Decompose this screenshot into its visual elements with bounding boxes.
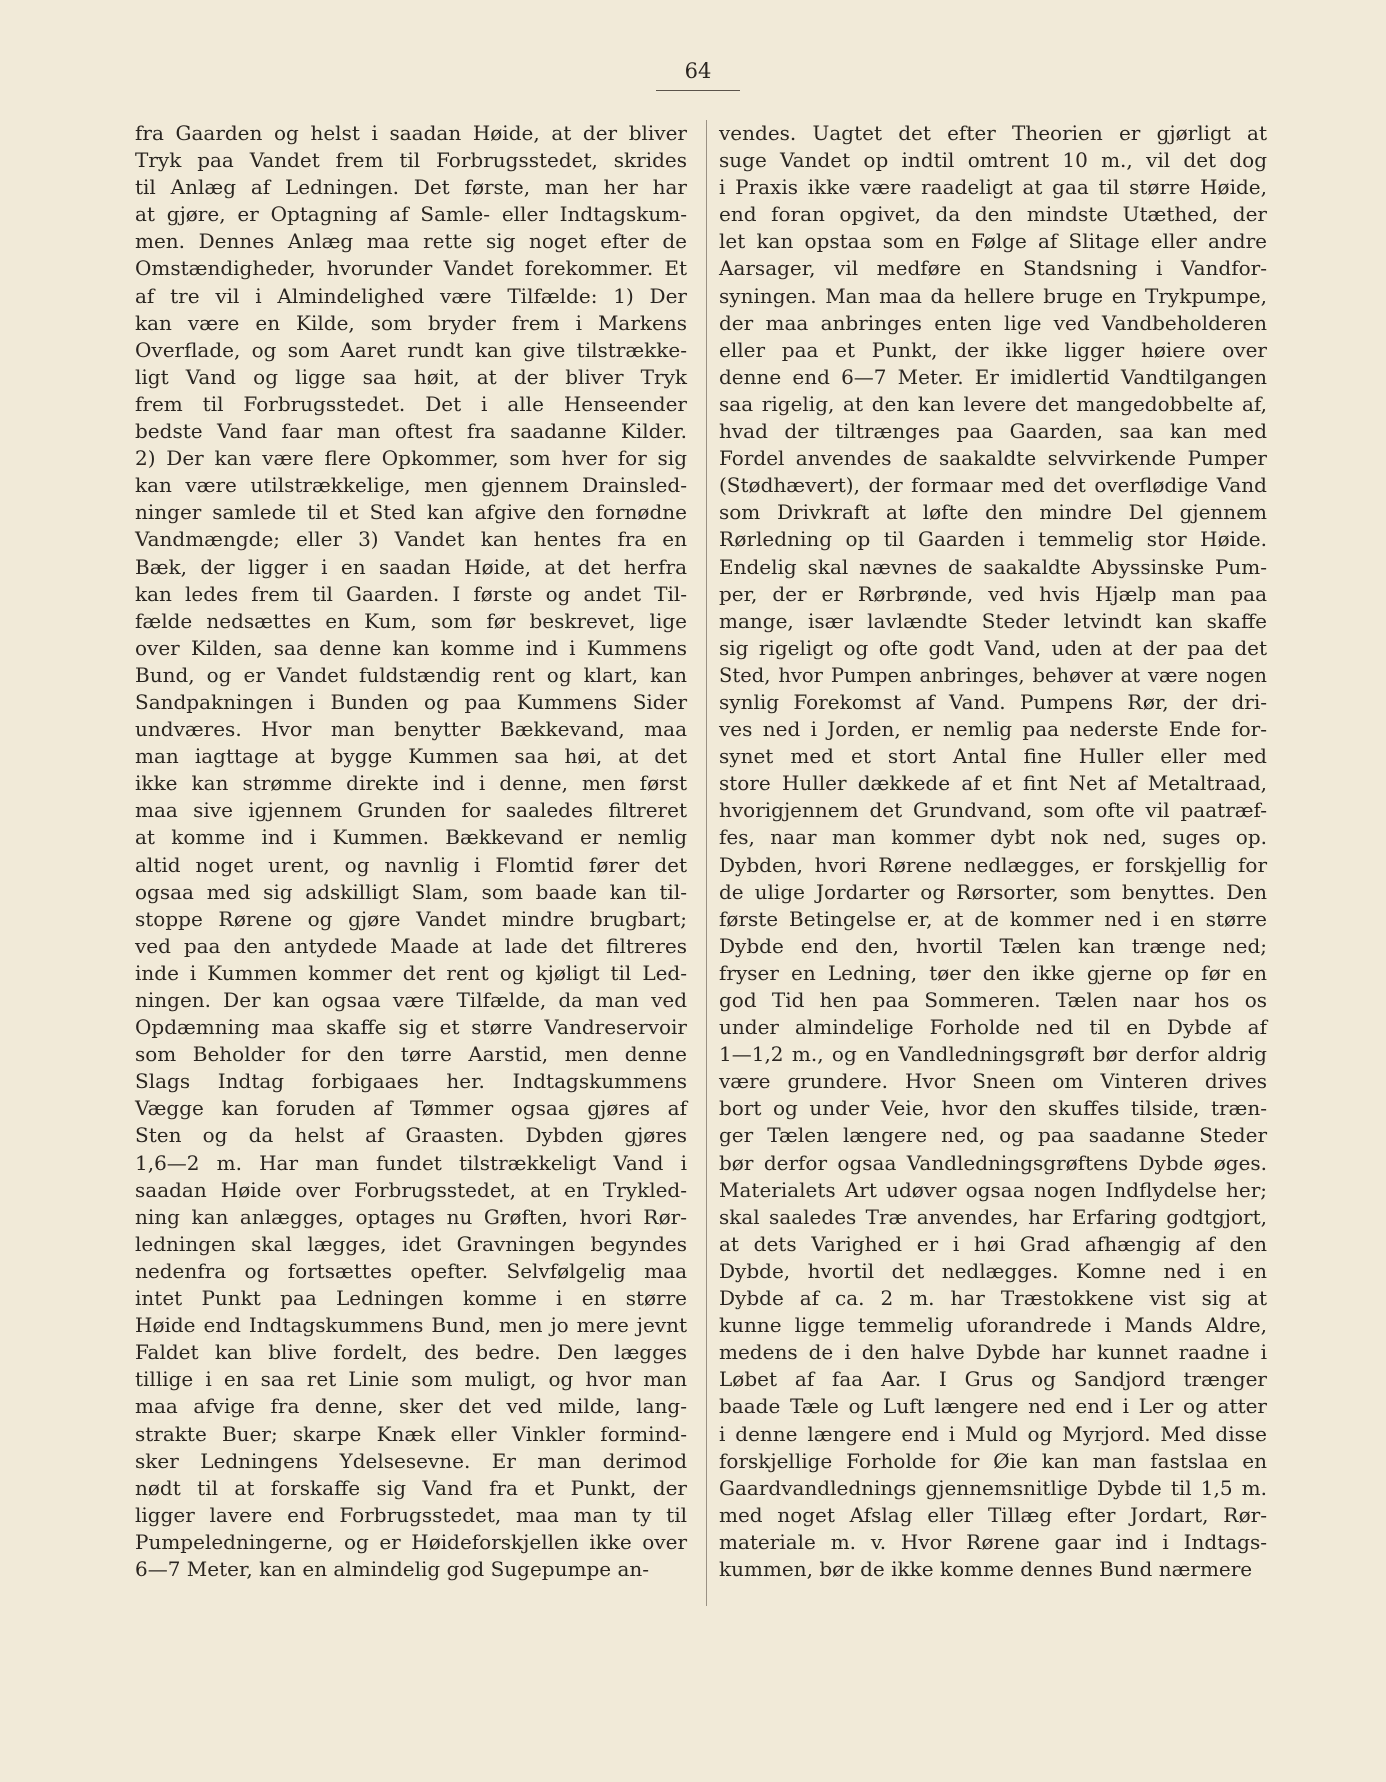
text-line: der maa anbringes enten lige ved Vandbeholderen xyxy=(719,310,1267,335)
text-line: nødt til at forskaffe sig Vand fra et Punkt, der xyxy=(135,1475,687,1500)
text-line: som Beholder for den tørre Aarstid, men denne xyxy=(135,1042,687,1067)
text-line: første Betingelse er, at de kommer ned i en større xyxy=(719,906,1267,931)
text-line: ger Tælen længere ned, og paa saadanne Steder xyxy=(719,1123,1267,1148)
left-text-column xyxy=(135,120,687,1583)
text-line: hvorigjennem det Grundvand, som ofte vil paatræf- xyxy=(719,798,1267,823)
text-line: saadan Høide over Forbrugsstedet, at en Trykled- xyxy=(135,1177,687,1202)
text-line: Rørledning op til Gaarden i temmelig stor Høide. xyxy=(719,527,1267,552)
text-line: i denne længere end i Muld og Myrjord. Med disse xyxy=(719,1421,1267,1446)
text-line: materiale m. v. Hvor Rørene gaar ind i Indtags- xyxy=(719,1529,1267,1554)
text-line: altid noget urent, og navnlig i Flomtid fører det xyxy=(135,852,687,877)
text-line: 6—7 Meter, kan en almindelig god Sugepumpe an- xyxy=(135,1556,650,1581)
text-line: kunne ligge temmelig uforandrede i Mands Aldre, xyxy=(719,1313,1267,1338)
text-line: strakte Buer; skarpe Knæk eller Vinkler formind- xyxy=(135,1421,687,1446)
text-line: ning kan anlægges, optages nu Grøften, hvori Rør- xyxy=(135,1204,687,1229)
text-line: Fordel anvendes de saakaldte selvvirkende Pumper xyxy=(719,446,1267,471)
text-line: end foran opgivet, da den mindste Utæthed, der xyxy=(719,202,1267,227)
text-line: af tre vil i Almindelighed være Tilfælde: 1) Der xyxy=(135,283,687,308)
text-line: ved paa den antydede Maade at lade det filtreres xyxy=(135,933,687,958)
text-line: tillige i en saa ret Linie som muligt, og hvor man xyxy=(135,1367,687,1392)
text-line: Opdæmning maa skaffe sig et større Vandreservoir xyxy=(135,1015,687,1040)
text-line: fryser en Ledning, tøer den ikke gjerne op før en xyxy=(719,960,1267,985)
text-line: Materialets Art udøver ogsaa nogen Indflydelse her; xyxy=(719,1177,1267,1202)
text-line: 2) Der kan være flere Opkommer, som hver for sig xyxy=(135,446,687,471)
text-line: ninger samlede til et Sted kan afgive den fornødne xyxy=(135,500,687,525)
text-line: nedenfra og fortsættes opefter. Selvfølgelig maa xyxy=(135,1258,687,1283)
text-line: fes, naar man kommer dybt nok ned, suges op. xyxy=(719,825,1267,850)
right-text-column xyxy=(719,120,1267,1583)
text-line: Bund, og er Vandet fuldstændig rent og klart, kan xyxy=(135,662,687,687)
text-line: ningen. Der kan ogsaa være Tilfælde, da man ved xyxy=(135,988,687,1012)
text-line: kan være utilstrækkelige, men gjennem Drainsled- xyxy=(135,473,687,498)
text-line: eller paa et Punkt, der ikke ligger høiere over xyxy=(719,337,1267,362)
text-line: Dybde, hvortil det nedlægges. Komne ned i en xyxy=(719,1258,1267,1283)
text-line: ves ned i Jorden, er nemlig paa nederste Ende for- xyxy=(719,717,1267,742)
text-line: Slags Indtag forbigaaes her. Indtagskummens xyxy=(135,1069,687,1094)
text-line: sig rigeligt og ofte godt Vand, uden at der paa det xyxy=(719,635,1267,660)
page-number-rule xyxy=(656,90,740,91)
text-line: god Tid hen paa Sommeren. Tælen naar hos os xyxy=(719,988,1267,1012)
text-line: ledningen skal lægges, idet Gravningen begyndes xyxy=(135,1231,687,1256)
text-line: bort og under Veie, hvor den skuffes tilside, træn- xyxy=(719,1096,1267,1121)
text-line: at gjøre, er Optagning af Samle- eller Indtagskum- xyxy=(135,202,687,227)
text-line: store Huller dækkede af et fint Net af Metaltraad, xyxy=(719,771,1267,796)
text-line: denne end 6—7 Meter. Er imidlertid Vandtilgangen xyxy=(719,364,1267,389)
text-line: kummen, bør de ikke komme dennes Bund nærmere xyxy=(719,1556,1253,1581)
text-line: bør derfor ogsaa Vandledningsgrøftens Dybde øges. xyxy=(719,1150,1267,1175)
text-line: syningen. Man maa da hellere bruge en Trykpumpe, xyxy=(719,283,1267,308)
text-line: saa rigelig, at den kan levere det mangedobbelte af, xyxy=(719,391,1267,416)
text-line: 1—1,2 m., og en Vandledningsgrøft bør derfor aldrig xyxy=(719,1042,1267,1067)
text-line: inde i Kummen kommer det rent og kjøligt til Led- xyxy=(135,960,687,985)
text-line: Vægge kan foruden af Tømmer ogsaa gjøres af xyxy=(135,1096,687,1121)
text-line: mange, især lavlændte Steder letvindt kan skaffe xyxy=(719,608,1267,633)
text-line: ogsaa med sig adskilligt Slam, som baade kan til- xyxy=(135,879,687,904)
text-line: stoppe Rørene og gjøre Vandet mindre brugbart; xyxy=(135,906,687,931)
text-line: Høide end Indtagskummens Bund, men jo mere jevnt xyxy=(135,1313,687,1338)
text-line: suge Vandet op indtil omtrent 10 m., vil det dog xyxy=(719,148,1267,173)
text-line: hvad der tiltrænges paa Gaarden, saa kan med xyxy=(719,419,1267,444)
text-line: undværes. Hvor man benytter Bækkevand, maa xyxy=(135,717,687,742)
text-line: bedste Vand faar man oftest fra saadanne Kilder. xyxy=(135,419,687,444)
text-line: maa afvige fra denne, sker det ved milde, lang- xyxy=(135,1394,687,1419)
text-line: Aarsager, vil medføre en Standsning i Vandfor- xyxy=(719,256,1267,281)
text-line: (Stødhævert), der formaar med det overflødige Vand xyxy=(719,473,1267,498)
text-line: frem til Forbrugsstedet. Det i alle Henseender xyxy=(135,391,687,416)
text-line: Endelig skal nævnes de saakaldte Abyssinske Pum- xyxy=(719,554,1267,579)
text-line: som Drivkraft at løfte den mindre Del gjennem xyxy=(719,500,1267,525)
text-line: Dybde af ca. 2 m. har Træstokkene vist sig at xyxy=(719,1286,1267,1311)
text-line: til Anlæg af Ledningen. Det første, man her har xyxy=(135,175,687,200)
text-line: Omstændigheder, hvorunder Vandet forekommer. Et xyxy=(135,256,687,281)
text-line: Sandpakningen i Bunden og paa Kummens Sider xyxy=(135,689,687,714)
text-line: kan være en Kilde, som bryder frem i Markens xyxy=(135,310,687,335)
text-line: Sted, hvor Pumpen anbringes, behøver at være nogen xyxy=(719,663,1267,687)
text-line: fra Gaarden og helst i saadan Høide, at der bliver xyxy=(135,121,687,145)
text-line: Bæk, der ligger i en saadan Høide, at det herfra xyxy=(135,554,687,579)
text-line: baade Tæle og Luft længere ned end i Ler og atter xyxy=(719,1394,1267,1419)
text-line: kan ledes frem til Gaarden. I første og andet Til- xyxy=(135,581,687,606)
text-line: Dybde end den, hvortil Tælen kan trænge ned; xyxy=(719,933,1267,958)
text-line: Tryk paa Vandet frem til Forbrugsstedet, skrides xyxy=(135,148,687,173)
text-line: Dybden, hvori Rørene nedlægges, er forskjellig for xyxy=(719,852,1267,877)
text-line: med noget Afslag eller Tillæg efter Jordart, Rør- xyxy=(719,1502,1267,1527)
text-line: at dets Varighed er i høi Grad afhængig af den xyxy=(719,1231,1267,1256)
text-line: Pumpeledningerne, og er Høideforskjellen ikke over xyxy=(135,1529,687,1554)
text-line: ligger lavere end Forbrugsstedet, maa man ty til xyxy=(135,1502,687,1527)
text-line: i Praxis ikke være raadeligt at gaa til større Høide, xyxy=(719,175,1267,200)
text-line: Overflade, og som Aaret rundt kan give tilstrække- xyxy=(135,337,687,362)
text-line: medens de i den halve Dybde har kunnet raadne i xyxy=(719,1340,1267,1365)
text-line: let kan opstaa som en Følge af Slitage eller andre xyxy=(719,229,1267,254)
text-line: synet med et stort Antal fine Huller eller med xyxy=(719,744,1267,769)
text-line: maa sive igjennem Grunden for saaledes filtreret xyxy=(135,798,687,823)
text-line: over Kilden, saa denne kan komme ind i Kummens xyxy=(135,635,687,660)
text-line: forskjellige Forholde for Øie kan man fastslaa en xyxy=(719,1448,1267,1473)
text-line: intet Punkt paa Ledningen komme i en større xyxy=(135,1286,687,1311)
text-line: 1,6—2 m. Har man fundet tilstrækkeligt Vand i xyxy=(135,1150,687,1175)
text-line: men. Dennes Anlæg maa rette sig noget efter de xyxy=(135,229,687,254)
text-line: ligt Vand og ligge saa høit, at der bliver Tryk xyxy=(135,364,687,389)
text-line: Vandmængde; eller 3) Vandet kan hentes fra en xyxy=(135,527,687,552)
text-line: Faldet kan blive fordelt, des bedre. Den lægges xyxy=(135,1340,687,1365)
text-line: være grundere. Hvor Sneen om Vinteren drives xyxy=(719,1069,1267,1094)
text-line: de ulige Jordarter og Rørsorter, som benyttes. Den xyxy=(719,879,1267,904)
text-line: at komme ind i Kummen. Bækkevand er nemlig xyxy=(135,825,687,850)
text-line: per, der er Rørbrønde, ved hvis Hjælp man paa xyxy=(719,581,1267,606)
text-line: ikke kan strømme direkte ind i denne, men først xyxy=(135,771,687,796)
text-line: Løbet af faa Aar. I Grus og Sandjord trænger xyxy=(719,1367,1267,1392)
column-divider xyxy=(706,120,707,1606)
text-line: sker Ledningens Ydelsesevne. Er man derimod xyxy=(135,1448,687,1473)
text-line: vendes. Uagtet det efter Theorien er gjørligt at xyxy=(719,121,1267,145)
text-line: Sten og da helst af Graasten. Dybden gjøres xyxy=(135,1123,687,1148)
page-number: 64 xyxy=(684,59,712,83)
text-line: man iagttage at bygge Kummen saa høi, at det xyxy=(135,744,687,769)
text-line: synlig Forekomst af Vand. Pumpens Rør, der dri- xyxy=(719,689,1267,714)
text-line: under almindelige Forholde ned til en Dybde af xyxy=(719,1015,1267,1040)
text-line: fælde nedsættes en Kum, som før beskrevet, lige xyxy=(135,608,687,633)
text-line: Gaardvandlednings gjennemsnitlige Dybde til 1,5 m. xyxy=(719,1475,1267,1500)
text-line: skal saaledes Træ anvendes, har Erfaring godtgjort, xyxy=(719,1204,1267,1229)
